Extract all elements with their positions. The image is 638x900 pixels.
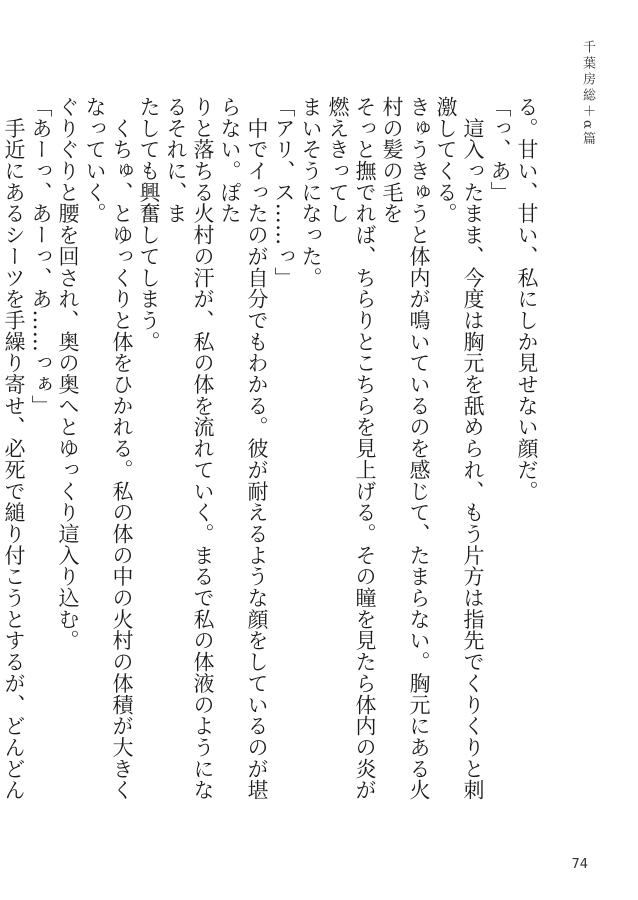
text-line: くちゅ、とゆっくりと体をひかれる。私の体の中の火村の体積が大きくなっていく。 bbox=[83, 96, 134, 801]
text-line: 「あーっ、あーっ、あ……っぁ」 bbox=[29, 96, 53, 417]
text-line: 中でイったのが自分でもわかる。彼が耐えるような顔をしているのが堪らない。ぽた bbox=[218, 96, 269, 801]
running-header: 千葉房総＋α篇 bbox=[580, 40, 595, 148]
text-line: る。甘い、甘い、私にしか見せない顔だ。 bbox=[515, 96, 539, 502]
text-line: ぐりぐりと腰を回され、奥の奥へとゆっくり這入り込む。 bbox=[56, 96, 80, 652]
text-line: 「っ、あ」 bbox=[488, 96, 512, 203]
text-line: 這入ったまま、今度は胸元を舐められ、もう片方は指先でくりくりと刺激してくる。 bbox=[434, 96, 485, 801]
text-line: きゅうきゅうと体内が鳴いているのを感じて、たまらない。胸元にある火村の髪の毛を bbox=[380, 96, 431, 801]
text-line: 手近にあるシーツを手繰り寄せ、必死で縋り付こうとするが、どんどん bbox=[2, 117, 26, 801]
text-line: たしても興奮してしまう。 bbox=[137, 96, 161, 353]
page-number: 74 bbox=[571, 857, 588, 872]
text-line: りと落ちる火村の汗が、私の体を流れていく。まるで私の体液のようになるそれに、ま bbox=[164, 96, 215, 801]
text-line: 「アリ、ス……っ」 bbox=[272, 96, 296, 289]
vertical-body-text bbox=[2, 96, 540, 816]
text-line: そっと撫でれば、ちらりとこちらを見上げる。その瞳を見たら体内の炎が燃えきってし bbox=[326, 96, 377, 801]
text-line: まいそうになった。 bbox=[299, 96, 323, 289]
